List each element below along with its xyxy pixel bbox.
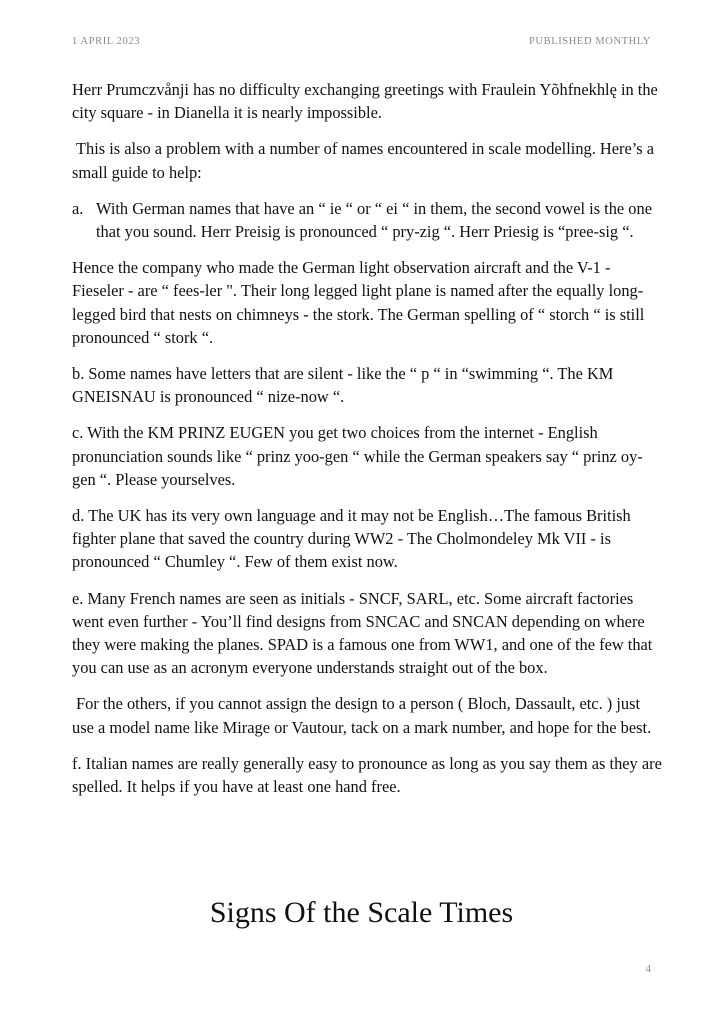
paragraph-fieseler: Hence the company who made the German light observation aircraft and the V-1 - Fieseler - are “ fees-ler ". Their long legged light plane is named after the equally long-legged bird that nests on chimneys - the stork. The German spelling of “ storch “ is still pronounced “ stork “. xyxy=(72,258,645,347)
footer-title: Signs Of the Scale Times xyxy=(209,896,514,929)
list-item-a xyxy=(72,197,662,243)
page-header xyxy=(72,36,651,52)
paragraph-greetings: Herr Prumczvånji has no difficulty exchanging greetings with Fraulein Yõhfnekhlę in the city square - in Dianella it is nearly impossible. xyxy=(72,80,658,123)
paragraph-intro: This is also a problem with a number of names encountered in scale modelling. Here’s a small guide to help: xyxy=(72,139,655,182)
paragraph-d-uk: d. The UK has its very own language and it may not be English…The famous British fighter plane that saved the country during WW2 - The Cholmondeley Mk VII - is pronounced “ Chumley “. Few of them exist now. xyxy=(72,506,631,572)
paragraph-f-italian: f. Italian names are really generally easy to pronounce as long as you say them as they are spelled. It helps if you have at least one hand free. xyxy=(72,753,662,797)
paragraph-c-prinz-eugen: c. With the KM PRINZ EUGEN you get two choices from the internet - English pronunciation sounds like “ prinz yoo-gen “ while the German speakers say “ prinz oy-gen “. Please yourselves. xyxy=(72,423,643,489)
paragraph-b-silent-letters: b. Some names have letters that are silent - like the “ p “ in “swimming “. The KM GNEISNAU is pronounced “ nize-now “. xyxy=(72,364,614,407)
list-text-a: With German names that have an “ ie “ or “ ei “ in them, the second vowel is the one that you sound. Herr Preisig is pronounced “ pry-zig “. Herr Priesig is “pree-sig “. xyxy=(96,198,652,242)
paragraph-e-french: e. Many French names are seen as initials - SNCF, SARL, etc. Some aircraft factories went even further - You’ll find designs from SNCAC and SNCAN depending on where they were making the planes. SPAD is a famous one from WW1, and one of the few that you can use as an acronym everyone understands straight out of the box. xyxy=(72,588,653,678)
list-marker-a: a. xyxy=(72,198,84,218)
publication-frequency: PUBLISHED MONTHLY xyxy=(528,36,651,47)
issue-date: 1 APRIL 2023 xyxy=(72,36,141,47)
article-body xyxy=(72,78,662,811)
page-number: 4 xyxy=(645,963,651,975)
paragraph-others: For the others, if you cannot assign the design to a person ( Bloch, Dassault, etc. ) just use a model name like Mirage or Vautour, tack on a mark number, and hope for the best. xyxy=(72,694,652,737)
